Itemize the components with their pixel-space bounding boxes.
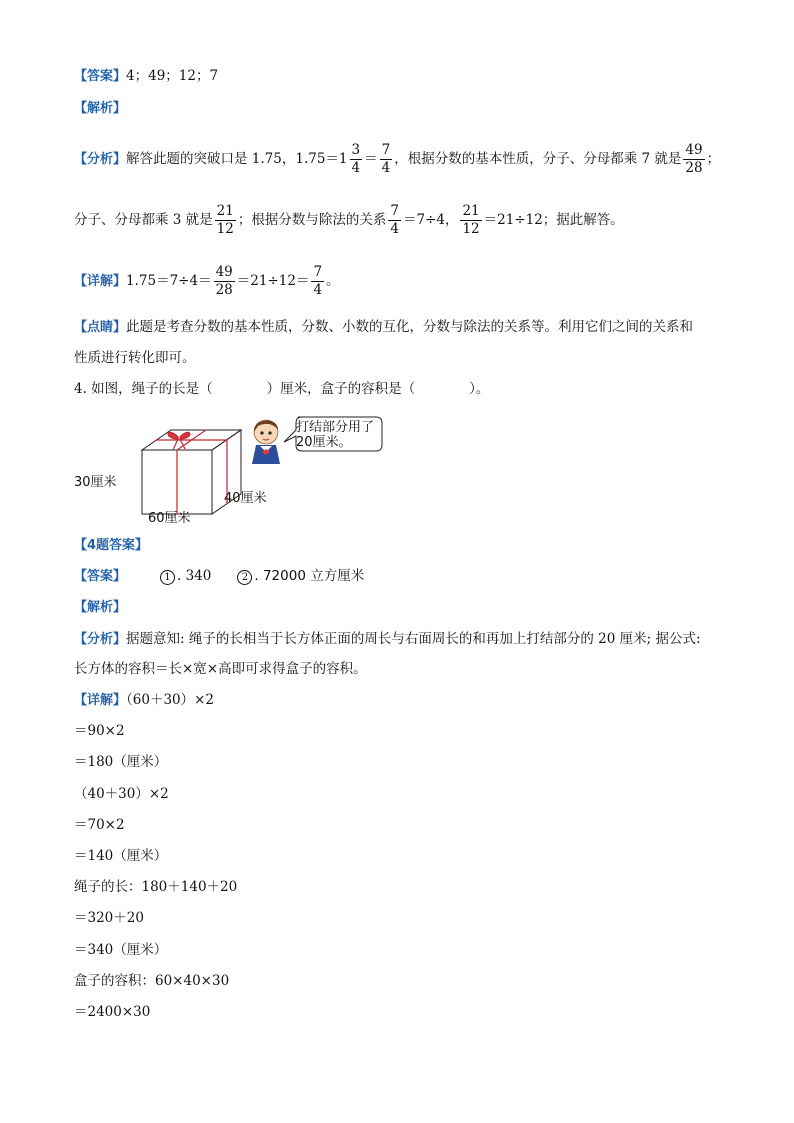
text: ＝21÷12＝ <box>236 273 310 289</box>
detail-tag: 【详解】 <box>74 693 127 708</box>
circled-number: 2 <box>237 570 252 585</box>
text: ＝7÷4， <box>402 212 459 228</box>
ribbon <box>156 430 227 514</box>
height-label: 30厘米 <box>74 475 117 490</box>
text: ；根据分数与除法的关系 <box>237 212 387 228</box>
fraction <box>215 203 236 238</box>
denominator: 4 <box>381 160 391 176</box>
q3-comment-line2 <box>74 348 196 368</box>
q4-detail-line <box>74 690 214 711</box>
parse-tag: 【解析】 <box>74 600 127 615</box>
q3-answer-text: 4；49；12；7 <box>126 68 219 84</box>
answer-2: . 72000 立方厘米 <box>254 568 365 584</box>
numerator: 3 <box>351 142 361 158</box>
q3-answer-line <box>74 66 218 87</box>
q4-answer-tag: 【4题答案】 <box>74 538 149 553</box>
text: 性质进行转化即可。 <box>74 350 196 366</box>
step-line <box>74 940 167 960</box>
text: 长方体的容积＝长×宽×高即可求得盒子的容积。 <box>74 661 367 677</box>
step-line <box>74 784 169 804</box>
text: 此题是考查分数的基本性质，分数、小数的互化，分数与除法的关系等。利用它们之间的关系和 <box>126 319 694 335</box>
step-line <box>74 877 237 897</box>
fraction <box>388 203 401 238</box>
step: 绳子的长：180＋140＋20 <box>74 879 238 895</box>
box-figure <box>70 412 390 528</box>
fraction <box>350 142 363 177</box>
q4-parse-line <box>74 597 126 618</box>
step-line <box>74 752 167 772</box>
fraction <box>311 264 324 299</box>
denominator: 4 <box>313 282 323 298</box>
q4-analysis-line1 <box>74 629 701 650</box>
q4-question <box>74 379 489 399</box>
text: ； <box>706 151 721 167</box>
numerator: 21 <box>462 203 480 219</box>
step: ＝340（厘米） <box>74 942 168 958</box>
text: 1.75＝7÷4＝ <box>126 273 212 289</box>
denominator: 12 <box>216 221 234 237</box>
circled-number: 1 <box>160 570 175 585</box>
numerator: 21 <box>216 203 234 219</box>
numerator: 7 <box>313 264 323 280</box>
q3-analysis-line2 <box>74 203 624 238</box>
q4-analysis-line2 <box>74 659 367 679</box>
step: ＝90×2 <box>74 723 125 739</box>
fraction <box>214 264 235 299</box>
width-label: 40厘米 <box>224 491 267 506</box>
q4-answer-heading <box>74 535 148 556</box>
q3-detail-line <box>74 264 340 299</box>
numerator: 7 <box>381 142 391 158</box>
fraction <box>380 142 393 177</box>
step: ＝70×2 <box>74 817 125 833</box>
text: ，根据分数的基本性质，分子、分母都乘 7 就是 <box>394 151 682 167</box>
denominator: 4 <box>390 221 399 237</box>
q3-comment-line1 <box>74 317 693 338</box>
fraction <box>683 142 704 177</box>
cartoon-child-icon <box>252 420 280 464</box>
step-line <box>74 1002 150 1022</box>
numerator: 49 <box>685 142 703 158</box>
step: ＝2400×30 <box>74 1004 151 1020</box>
comment-tag: 【点睛】 <box>74 320 127 335</box>
step-line <box>74 815 125 835</box>
length-label: 60厘米 <box>148 511 191 526</box>
denominator: 28 <box>215 282 233 298</box>
step-line <box>74 846 167 866</box>
text: ＝21÷12；据此解答。 <box>483 212 624 228</box>
q3-parse-line <box>74 98 126 119</box>
step-line <box>74 721 125 741</box>
text: ＝ <box>364 151 378 167</box>
analysis-tag: 【分析】 <box>74 152 127 167</box>
question-text: 4. 如图，绳子的长是（ ）厘米，盒子的容积是（ ）。 <box>74 381 490 397</box>
analysis-tag: 【分析】 <box>74 632 127 647</box>
answer-tag: 【答案】 <box>74 69 127 84</box>
q3-analysis-line1 <box>74 142 720 177</box>
text: 解答此题的突破口是 1.75，1.75＝1 <box>126 151 348 167</box>
step: （40＋30）×2 <box>74 786 169 802</box>
text: 。 <box>326 273 340 289</box>
numerator: 49 <box>215 264 233 280</box>
text: 分子、分母都乘 3 就是 <box>74 212 213 228</box>
text: 据题意知: 绳子的长相当于长方体正面的周长与右面周长的和再加上打结部分的 20 厘米; 据公式: <box>126 631 701 647</box>
bubble-line1: 打结部分用了 <box>296 420 375 435</box>
step-line <box>74 908 144 928</box>
detail-tag: 【详解】 <box>74 274 127 289</box>
step: 盒子的容积：60×40×30 <box>74 973 230 989</box>
step: ＝180（厘米） <box>74 754 168 770</box>
denominator: 4 <box>351 160 361 176</box>
step: ＝140（厘米） <box>74 848 168 864</box>
numerator: 7 <box>390 203 399 219</box>
answer-tag: 【答案】 <box>74 569 127 584</box>
q4-answer-line <box>74 566 364 587</box>
denominator: 28 <box>685 160 703 176</box>
step-line <box>74 971 229 991</box>
bubble-line2: 20厘米。 <box>296 435 352 450</box>
step: ＝320＋20 <box>74 910 144 926</box>
speech-bubble <box>284 417 382 451</box>
fraction <box>460 203 481 238</box>
answer-1: . 340 <box>177 568 212 584</box>
parse-tag: 【解析】 <box>74 101 127 116</box>
denominator: 12 <box>462 221 480 237</box>
step: （60＋30）×2 <box>126 692 215 708</box>
